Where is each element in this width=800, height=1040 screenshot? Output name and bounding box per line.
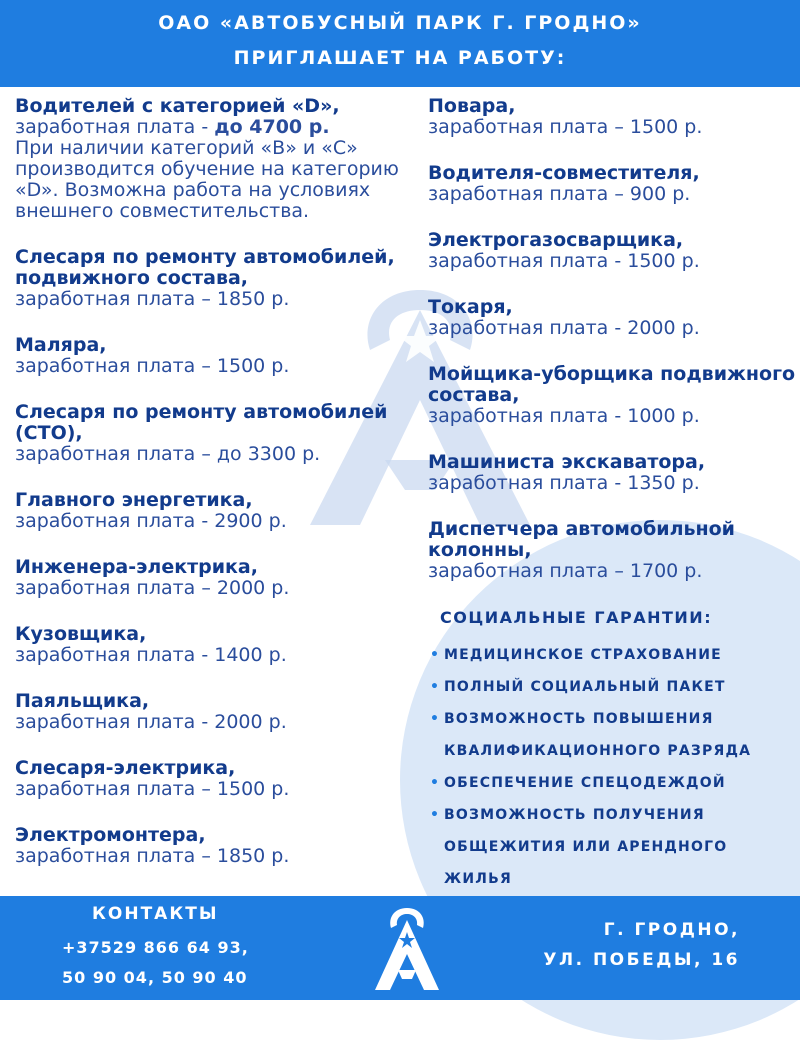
social-item xyxy=(428,703,778,767)
job-item xyxy=(15,96,410,222)
social-item-text: ВОЗМОЖНОСТЬ ПОЛУЧЕНИЯ ОБЩЕЖИТИЯ ИЛИ АРЕНДНОГО ЖИЛЬЯ xyxy=(444,807,728,887)
address-line: Г. ГРОДНО, xyxy=(603,920,740,940)
bullet-dot-icon: • xyxy=(430,775,441,791)
bullet-dot-icon: • xyxy=(430,711,441,727)
job-title: Водителя-совместителя, xyxy=(428,162,700,184)
bus-park-logo-icon xyxy=(372,904,442,994)
job-salary: заработная плата - 1000 р. xyxy=(428,405,700,427)
job-item xyxy=(15,490,410,532)
job-title: Повара, xyxy=(428,95,516,117)
job-item xyxy=(15,825,410,867)
job-item xyxy=(15,624,410,666)
job-salary xyxy=(15,117,410,138)
contacts-phone[interactable]: 50 90 04, 50 90 40 xyxy=(62,968,248,987)
salary-label: заработная плата - xyxy=(15,116,215,138)
social-guarantees xyxy=(428,608,778,895)
social-item-text: ВОЗМОЖНОСТЬ ПОВЫШЕНИЯ КВАЛИФИКАЦИОННОГО РАЗРЯДА xyxy=(444,711,752,759)
jobs-left-column xyxy=(15,96,410,867)
job-item xyxy=(428,297,798,339)
job-item xyxy=(428,364,798,427)
job-item xyxy=(15,557,410,599)
job-salary: заработная плата – 900 р. xyxy=(428,183,691,205)
job-salary: заработная плата – 2000 р. xyxy=(15,577,290,599)
address-line: УЛ. ПОБЕДЫ, 16 xyxy=(543,950,740,970)
salary-value: до 4700 р. xyxy=(214,116,330,138)
job-note: При наличии категорий «В» и «С» производится обучение на категорию «D». Возможна работа на условиях внешнего совместительства. xyxy=(15,137,399,222)
job-title: Паяльщика, xyxy=(15,690,150,712)
job-title: Слесаря-электрика, xyxy=(15,757,236,779)
social-item xyxy=(428,639,778,671)
bullet-dot-icon: • xyxy=(430,679,441,695)
social-item xyxy=(428,671,778,703)
social-item-text: ПОЛНЫЙ СОЦИАЛЬНЫЙ ПАКЕТ xyxy=(444,679,726,695)
job-title: Электрогазосварщика, xyxy=(428,229,684,251)
job-item xyxy=(428,519,798,582)
job-item xyxy=(15,402,410,465)
job-salary: заработная плата - 2900 р. xyxy=(15,510,287,532)
job-salary: заработная плата - 1350 р. xyxy=(428,472,700,494)
job-title: Электромонтера, xyxy=(15,824,206,846)
job-item xyxy=(15,758,410,800)
job-title: Мойщика-уборщика подвижного состава, xyxy=(428,363,796,406)
contacts-phone[interactable]: +37529 866 64 93, xyxy=(62,938,249,957)
job-salary: заработная плата - 1400 р. xyxy=(15,644,287,666)
job-salary: заработная плата – 1500 р. xyxy=(428,116,703,138)
bullet-dot-icon: • xyxy=(430,807,441,823)
header-banner xyxy=(0,0,800,87)
social-title: СОЦИАЛЬНЫЕ ГАРАНТИИ: xyxy=(440,608,713,627)
job-title: Кузовщика, xyxy=(15,623,147,645)
footer-banner xyxy=(0,896,800,1000)
job-title: Машиниста экскаватора, xyxy=(428,451,706,473)
job-title: Водителей с категорией «D», xyxy=(15,95,340,117)
social-item-text: ОБЕСПЕЧЕНИЕ СПЕЦОДЕЖДОЙ xyxy=(444,775,726,791)
job-title: Инженера-электрика, xyxy=(15,556,258,578)
social-item xyxy=(428,767,778,799)
contacts-title: КОНТАКТЫ xyxy=(92,904,219,924)
bullet-dot-icon: • xyxy=(430,647,441,663)
job-title: Слесаря по ремонту автомобилей (СТО), xyxy=(15,401,388,444)
job-item xyxy=(428,230,798,272)
job-title: Диспетчера автомобильной колонны, xyxy=(428,518,735,561)
social-item xyxy=(428,799,778,895)
job-title: Маляра, xyxy=(15,334,107,356)
job-title: Главного энергетика, xyxy=(15,489,253,511)
job-salary: заработная плата – 1850 р. xyxy=(15,288,290,310)
job-salary: заработная плата – 1700 р. xyxy=(428,560,703,582)
job-salary: заработная плата – 1500 р. xyxy=(15,778,290,800)
job-salary: заработная плата – до 3300 р. xyxy=(15,443,321,465)
job-salary: заработная плата - 2000 р. xyxy=(428,317,700,339)
job-title: Токаря, xyxy=(428,296,513,318)
job-item xyxy=(15,247,410,310)
job-item xyxy=(428,96,798,138)
jobs-right-column xyxy=(428,96,798,582)
social-item-text: МЕДИЦИНСКОЕ СТРАХОВАНИЕ xyxy=(444,647,722,663)
job-item xyxy=(15,335,410,377)
job-salary: заработная плата – 1850 р. xyxy=(15,845,290,867)
header-subtitle: ПРИГЛАШАЕТ НА РАБОТУ: xyxy=(233,47,567,69)
job-salary: заработная плата - 1500 р. xyxy=(428,250,700,272)
job-item xyxy=(428,452,798,494)
job-salary: заработная плата - 2000 р. xyxy=(15,711,287,733)
job-salary: заработная плата – 1500 р. xyxy=(15,355,290,377)
job-item xyxy=(428,163,798,205)
company-title: ОАО «АВТОБУСНЫЙ ПАРК Г. ГРОДНО» xyxy=(158,12,642,34)
job-item xyxy=(15,691,410,733)
job-title: Слесаря по ремонту автомобилей, подвижного состава, xyxy=(15,246,395,289)
